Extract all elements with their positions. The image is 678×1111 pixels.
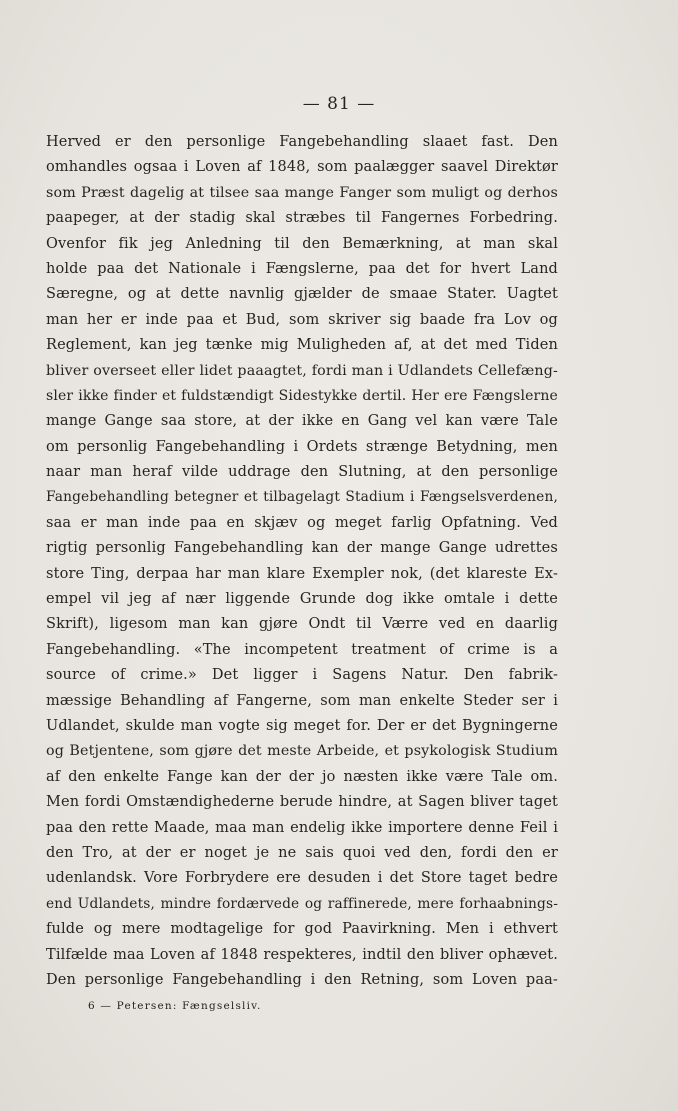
text-line: og Betjentene, som gjøre det meste Arbeide, et psykologisk Studium [46, 743, 558, 760]
text-line: paapeger, at der stadig skal stræbes til Fangernes Forbedring. [46, 210, 558, 227]
text-line: omhandles ogsaa i Loven af 1848, som paalægger saavel Direktør [46, 159, 558, 176]
text-line: mange Gange saa store, at der ikke en Gang vel kan være Tale [46, 413, 558, 430]
text-line: Den personlige Fangebehandling i den Retning, som Loven paa- [46, 971, 558, 988]
text-line: Fangebehandling. «The incompetent treatment of crime is a [46, 641, 558, 658]
text-line: af den enkelte Fange kan der der jo næsten ikke være Tale om. [46, 768, 558, 785]
text-line: man her er inde paa et Bud, som skriver sig baade fra Lov og [46, 311, 558, 328]
text-line: bliver overseet eller lidet paaagtet, fordi man i Udlandets Cellefæng- [46, 362, 558, 379]
text-line: source of crime.» Det ligger i Sagens Natur. Den fabrik- [46, 667, 558, 684]
text-line: som Præst dagelig at tilsee saa mange Fanger som muligt og derhos [46, 184, 558, 201]
text-line: saa er man inde paa en skjæv og meget farlig Opfatning. Ved [46, 514, 558, 531]
text-line: Men fordi Omstændighederne berude hindre, at Sagen bliver taget [46, 794, 558, 811]
body-text [46, 130, 558, 993]
text-line: end Udlandets, mindre fordærvede og raffinerede, mere forhaabnings- [46, 895, 558, 912]
text-line: Skrift), ligesom man kan gjøre Ondt til Værre ved en daarlig [46, 616, 558, 633]
text-line: rigtig personlig Fangebehandling kan der mange Gange udrettes [46, 540, 558, 557]
text-line: Tilfælde maa Loven af 1848 respekteres, indtil den bliver ophævet. [46, 946, 558, 963]
text-line: om personlig Fangebehandling i Ordets strænge Betydning, men [46, 438, 558, 455]
text-line: Særegne, og at dette navnlig gjælder de smaae Stater. Uagtet [46, 286, 558, 303]
text-line: mæssige Behandling af Fangerne, som man enkelte Steder ser i [46, 692, 558, 709]
text-line: Udlandet, skulde man vogte sig meget for. Der er det Bygningerne [46, 717, 558, 734]
page-number: — 81 — [302, 94, 376, 114]
text-line: store Ting, derpaa har man klare Exempler nok, (det klareste Ex- [46, 565, 558, 582]
text-line: den Tro, at der er noget je ne sais quoi ved den, fordi den er [46, 844, 558, 861]
text-line: Fangebehandling betegner et tilbagelagt Stadium i Fængselsverdenen, [46, 489, 558, 506]
signature-footer: 6 — Petersen: Fængselsliv. [88, 1000, 262, 1012]
text-line: naar man heraf vilde uddrage den Slutning, at den personlige [46, 464, 558, 481]
text-line: udenlandsk. Vore Forbrydere ere desuden i det Store taget bedre [46, 870, 558, 887]
text-line: fulde og mere modtagelige for god Paavirkning. Men i ethvert [46, 921, 558, 938]
text-line: Ovenfor fik jeg Anledning til den Bemærkning, at man skal [46, 235, 558, 252]
text-line: paa den rette Maade, maa man endelig ikke importere denne Feil i [46, 819, 558, 836]
text-line: Herved er den personlige Fangebehandling slaaet fast. Den [46, 134, 558, 150]
text-line: empel vil jeg af nær liggende Grunde dog ikke omtale i dette [46, 591, 558, 608]
text-line: Reglement, kan jeg tænke mig Muligheden af, at det med Tiden [46, 337, 558, 354]
text-line: holde paa det Nationale i Fængslerne, paa det for hvert Land [46, 260, 558, 277]
text-line: sler ikke finder et fuldstændigt Sidestykke dertil. Her ere Fængslerne [46, 387, 558, 404]
